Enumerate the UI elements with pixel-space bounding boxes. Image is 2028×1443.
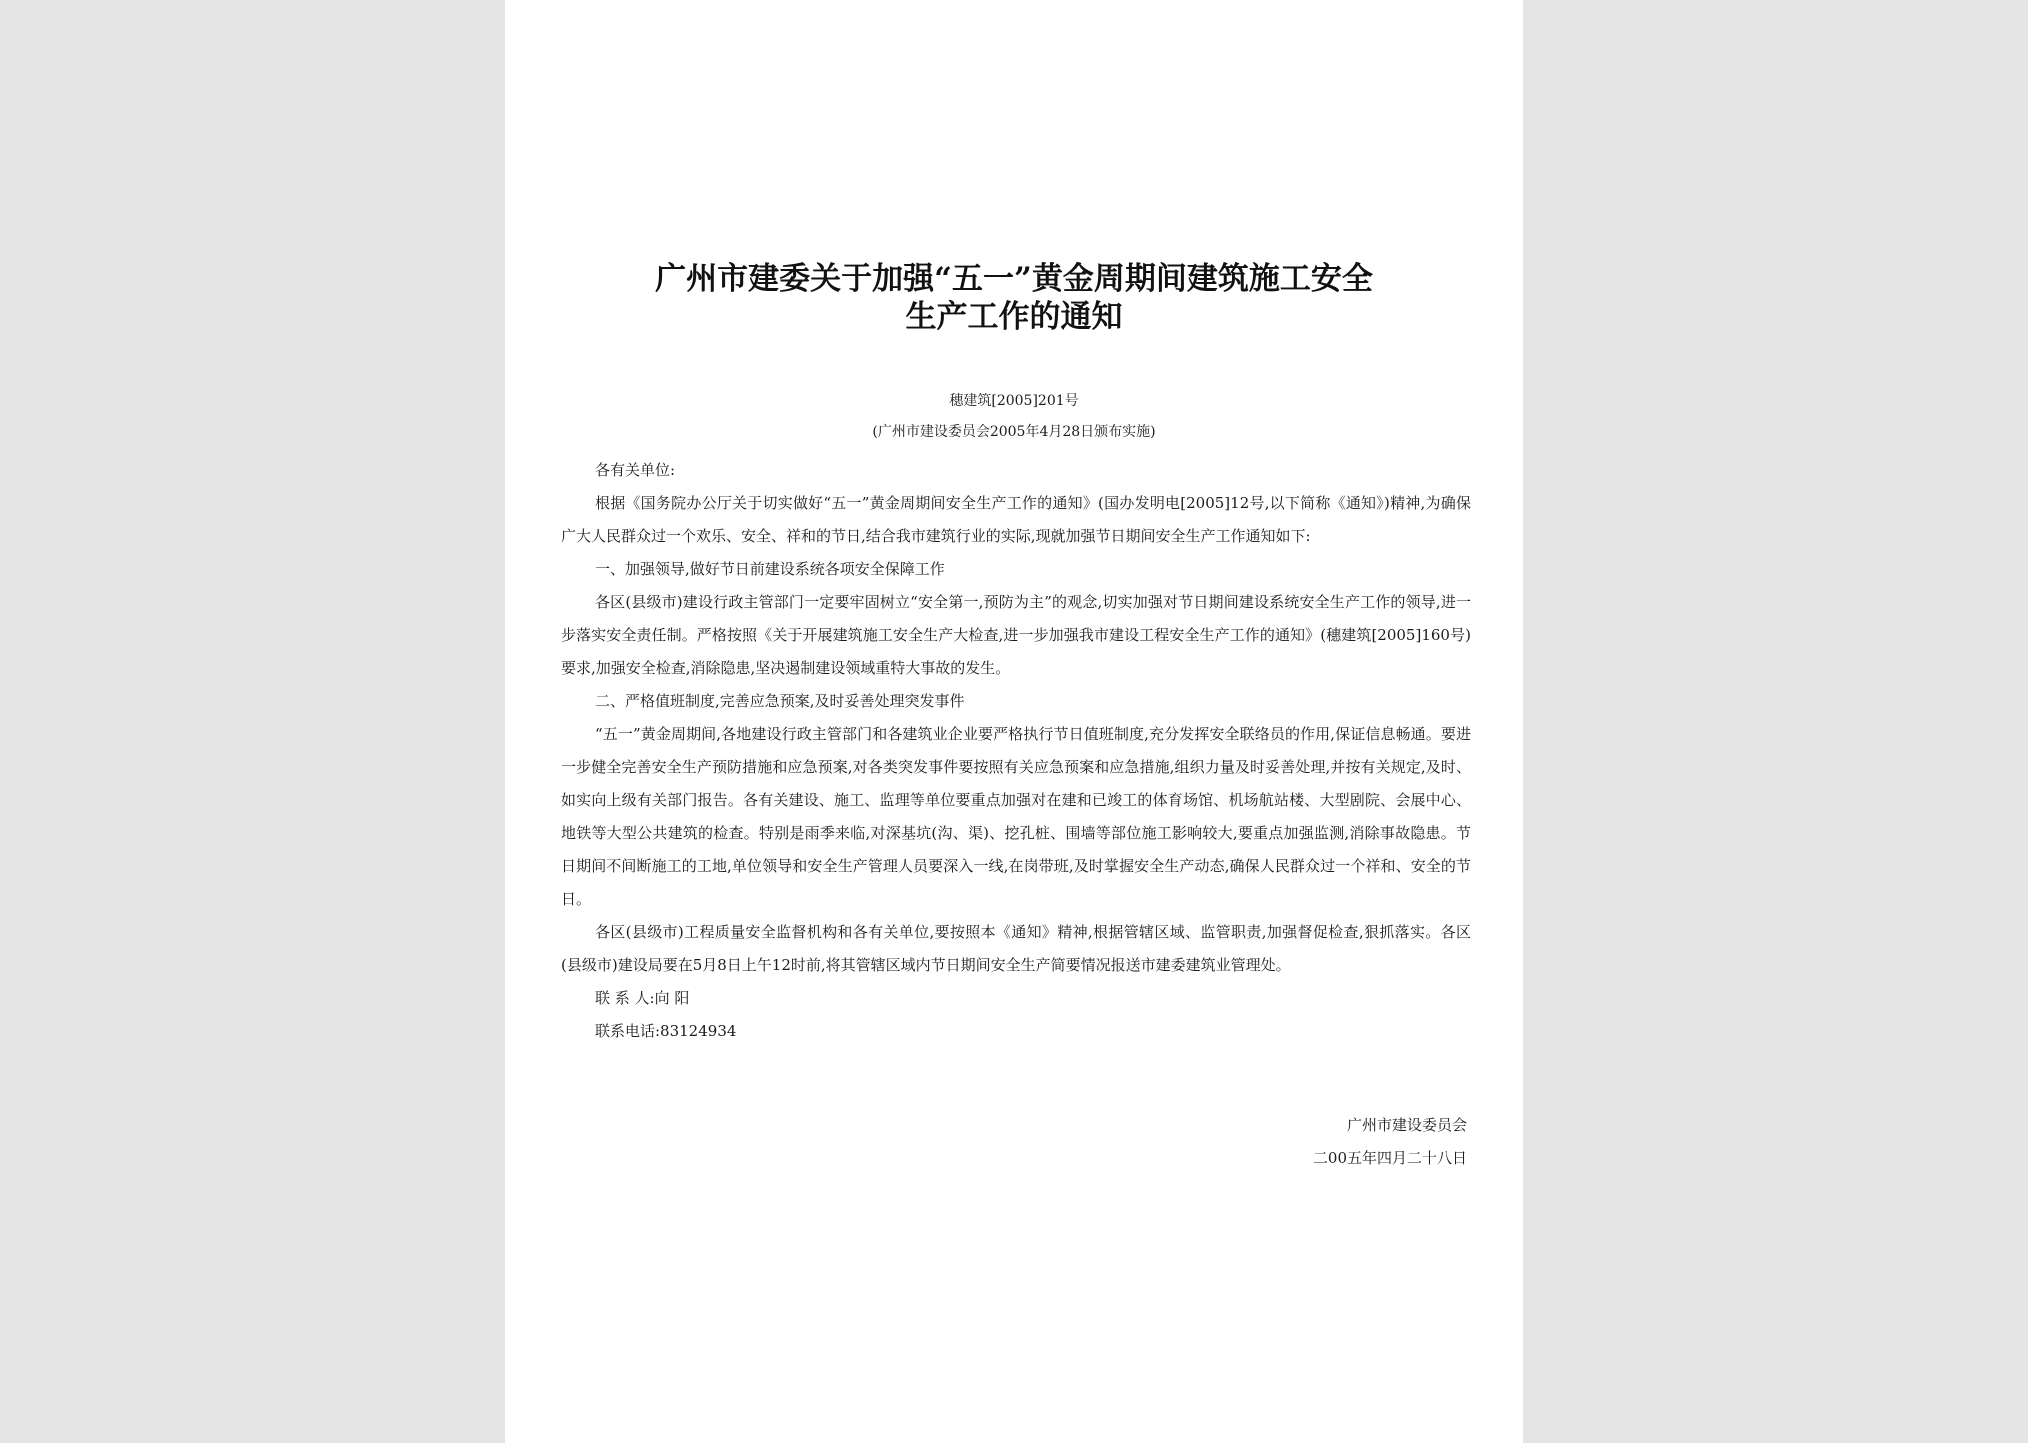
issued-note: (广州市建设委员会2005年4月28日颁布实施)	[872, 424, 1156, 440]
document-body	[561, 454, 1471, 1048]
body-paragraph: 根据《国务院办公厅关于切实做好“五一”黄金周期间安全生产工作的通知》(国办发明电[2005]12号,以下简称《通知》)精神,为确保广大人民群众过一个欢乐、安全、祥和的节日,结合我市建筑行业的实际,现就加强节日期间安全生产工作通知如下:	[561, 494, 1471, 545]
document-page	[505, 0, 1523, 1443]
section-heading: 二、严格值班制度,完善应急预案,及时妥善处理突发事件	[595, 692, 965, 710]
body-paragraph: “五一”黄金周期间,各地建设行政主管部门和各建筑业企业要严格执行节日值班制度,充分发挥安全联络员的作用,保证信息畅通。要进一步健全完善安全生产预防措施和应急预案,对各类突发事件要按照有关应急预案和应急措施,组织力量及时妥善处理,并按有关规定,及时、如实向上级有关部门报告。各有关建设、施工、监理等单位要重点加强对在建和已竣工的体育场馆、机场航站楼、大型剧院、会展中心、地铁等大型公共建筑的检查。特别是雨季来临,对深基坑(沟、渠)、挖孔桩、围墙等部位施工影响较大,要重点加强监测,消除事故隐患。节日期间不间断施工的工地,单位领导和安全生产管理人员要深入一线,在岗带班,及时掌握安全生产动态,确保人民群众过一个祥和、安全的节日。	[561, 725, 1471, 908]
body-paragraph: 各区(县级市)工程质量安全监督机构和各有关单位,要按照本《通知》精神,根据管辖区域、监管职责,加强督促检查,狠抓落实。各区(县级市)建设局要在5月8日上午12时前,将其管辖区域内节日期间安全生产简要情况报送市建委建筑业管理处。	[561, 923, 1471, 974]
document-number: 穗建筑[2005]201号	[949, 393, 1079, 409]
contact-phone: 联系电话:83124934	[595, 1022, 737, 1040]
title-line-1: 广州市建委关于加强“五一”黄金周期间建筑施工安全	[655, 261, 1373, 297]
signature-organization: 广州市建设委员会	[1346, 1116, 1467, 1134]
signature-date: 二00五年四月二十八日	[1312, 1149, 1467, 1167]
title-line-2: 生产工作的通知	[905, 299, 1123, 335]
contact-person: 联 系 人:向 阳	[595, 989, 690, 1007]
section-heading: 一、加强领导,做好节日前建设系统各项安全保障工作	[595, 560, 945, 578]
salutation: 各有关单位:	[595, 461, 676, 479]
document-title	[505, 260, 1523, 336]
body-paragraph: 各区(县级市)建设行政主管部门一定要牢固树立“安全第一,预防为主”的观念,切实加强对节日期间建设系统安全生产工作的领导,进一步落实安全责任制。严格按照《关于开展建筑施工安全生产大检查,进一步加强我市建设工程安全生产工作的通知》(穗建筑[2005]160号)要求,加强安全检查,消除隐患,坚决遏制建设领域重特大事故的发生。	[561, 593, 1471, 677]
